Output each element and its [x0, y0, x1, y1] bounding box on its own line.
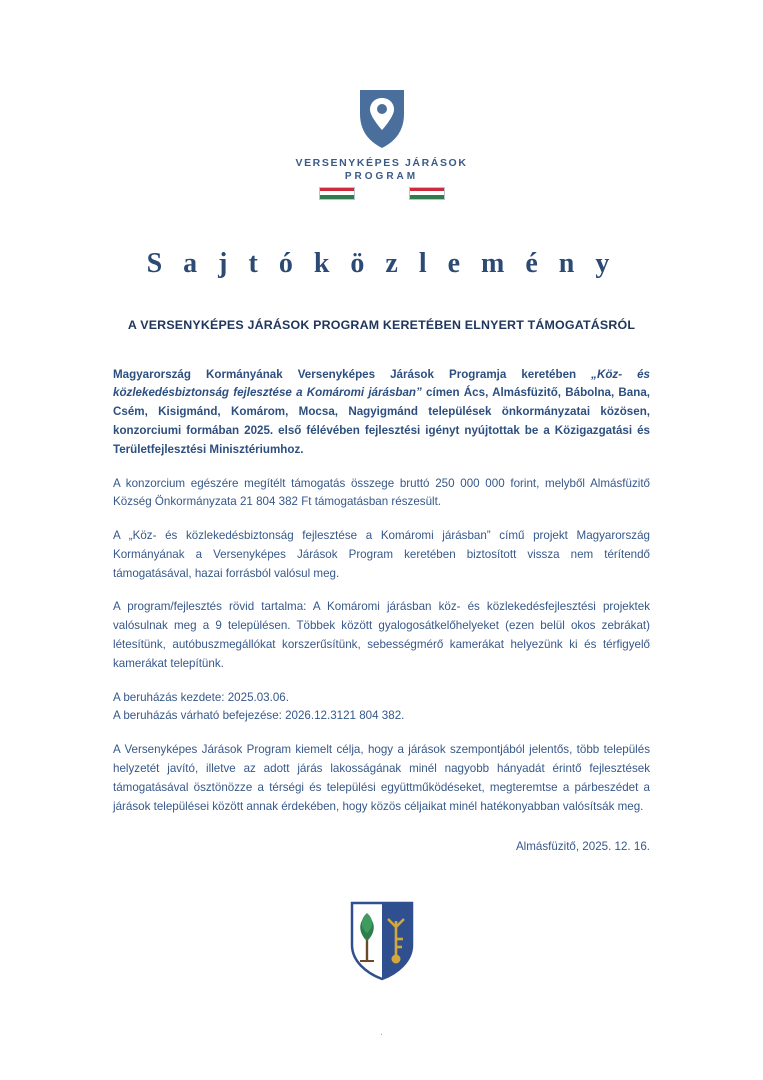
paragraph-funding: A konzorcium egészére megítélt támogatás összege bruttó 250 000 000 forint, melyből Almásfüzitő Község Önkormányzata 21 804 382 Ft támogatásban részesült.	[113, 476, 650, 509]
hungarian-flag-icon-right	[409, 187, 445, 200]
document-body	[113, 366, 650, 817]
paragraph-intro	[113, 366, 650, 460]
program-logo	[113, 0, 650, 200]
project-title-quote: „Köz- és közlekedésbiztonság fejlesztése a Komáromi járásban”	[113, 367, 650, 400]
place-and-date: Almásfüzitő, 2025. 12. 16.	[515, 840, 650, 854]
almasfuzito-coat-of-arms	[348, 899, 416, 981]
page-subtitle: A VERSENYKÉPES JÁRÁSOK PROGRAM KERETÉBEN ELNYERT TÁMOGATÁSRÓL	[127, 317, 636, 332]
logo-wordmark	[295, 156, 467, 184]
intro-text-a: Magyarország Kormányának Versenyképes Járások Programja keretében	[113, 367, 592, 381]
intro-text-b: címen Ács, Almásfüzitő, Bábolna, Bana, Csém, Kisigmánd, Komárom, Mocsa, Nagyigmánd települések önkormányzatai közösen, konzorciumi formában	[113, 386, 651, 438]
paragraph-end-date: A beruházás várható befejezése: 2026.12.3121 804 382.	[113, 709, 405, 723]
paragraph-content: A program/fejlesztés rövid tartalma: A Komáromi járásban köz- és közlekedésfejlesztési projektek valósulnak meg a 9 településen. Többek között gyalogosátkelőhelyeket (ezen belül okos zebrákat) létesítünk, autóbuszmegállókat korszerűsítünk, sebességmérő kamerákat helyezünk ki és térfigyelő kamerákat telepítünk.	[113, 600, 650, 670]
paragraph-program-goal: A Versenyképes Járások Program kiemelt célja, hogy a járások szempontjából jelentős, több település helyzetét javító, illetve az adott járás lakosságának minél nagyobb hányadát érintő fejlesztések támogatásával ösztönözze a térségi és települési együttműködéseket, megteremtse a párbeszédet a járások települései között annak érdekében, hogy közös céljaikat minél hatékonyabban valósítsák meg.	[113, 743, 650, 813]
paragraph-source: A „Köz- és közlekedésbiztonság fejlesztése a Komáromi járásban” című projekt Magyarország Kormányának a Versenyképes Járások Program keretében biztosított vissza nem térítendő támogatásával, hazai forrásból valósul meg.	[113, 529, 650, 580]
shield-with-pin-icon	[350, 88, 414, 150]
intro-year: 2025.	[244, 424, 274, 438]
logo-line-1: VERSENYKÉPES JÁRÁSOK	[295, 157, 468, 169]
page-title: S a j t ó k ö z l e m é n y	[146, 247, 617, 279]
intro-text-c: első félévében fejlesztési igényt nyújtottak be a Közigazgatási és Területfejlesztési Minisztériumhoz.	[113, 424, 650, 456]
footer-mark: .	[380, 1027, 383, 1039]
crest-container	[113, 899, 650, 981]
flag-row	[319, 187, 445, 200]
paragraph-start-date: A beruházás kezdete: 2025.03.06.	[113, 690, 289, 704]
logo-line-2: PROGRAM	[344, 171, 419, 183]
hungarian-flag-icon-left	[319, 187, 355, 200]
